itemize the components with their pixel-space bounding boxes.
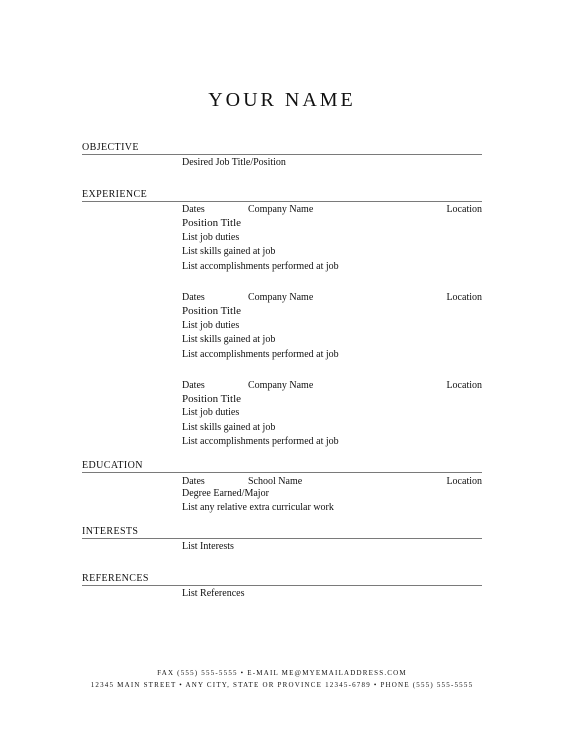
section-title-objective: OBJECTIVE [82,142,139,153]
job-2-location: Location [446,292,482,303]
references-text: List References [182,588,245,599]
section-divider-references [82,585,482,586]
section-divider-interests [82,538,482,539]
section-divider-experience [82,201,482,202]
job-3-company: Company Name [248,380,314,391]
job-3-accomplishments: List accomplishments performed at job [182,436,339,447]
interests-text: List Interests [182,541,234,552]
job-1-company: Company Name [248,204,314,215]
job-2-dates: Dates [182,292,205,303]
job-3-duties: List job duties [182,407,240,418]
job-1-dates: Dates [182,204,205,215]
footer-contact-line: FAX (555) 555-5555 • E-MAIL ME@MYEMAILADDRESS.COM [157,669,407,677]
section-title-education: EDUCATION [82,460,143,471]
job-1-position: Position Title [182,217,242,229]
resume-name: YOUR NAME [208,89,356,111]
job-2-company: Company Name [248,292,314,303]
education-degree: Degree Earned/Major [182,488,269,499]
job-3-position: Position Title [182,393,242,405]
footer-address-line: 12345 MAIN STREET • ANY CITY, STATE OR PROVINCE 12345-6789 • PHONE (555) 555-5555 [90,681,474,689]
education-extra: List any relative extra curricular work [182,502,334,513]
education-location: Location [446,476,482,487]
job-3-skills: List skills gained at job [182,422,276,433]
section-title-interests: INTERESTS [82,526,139,537]
section-divider-education [82,472,482,473]
job-1-skills: List skills gained at job [182,246,276,257]
education-school: School Name [248,476,303,487]
objective-text: Desired Job Title/Position [182,157,286,168]
section-divider-objective [82,154,482,155]
job-3-dates: Dates [182,380,205,391]
education-dates: Dates [182,476,205,487]
job-1-duties: List job duties [182,232,240,243]
job-2-accomplishments: List accomplishments performed at job [182,349,339,360]
job-2-duties: List job duties [182,320,240,331]
job-3-location: Location [446,380,482,391]
job-2-position: Position Title [182,305,242,317]
job-1-location: Location [446,204,482,215]
section-title-references: REFERENCES [82,573,149,584]
section-title-experience: EXPERIENCE [82,189,148,200]
job-1-accomplishments: List accomplishments performed at job [182,261,339,272]
job-2-skills: List skills gained at job [182,334,276,345]
